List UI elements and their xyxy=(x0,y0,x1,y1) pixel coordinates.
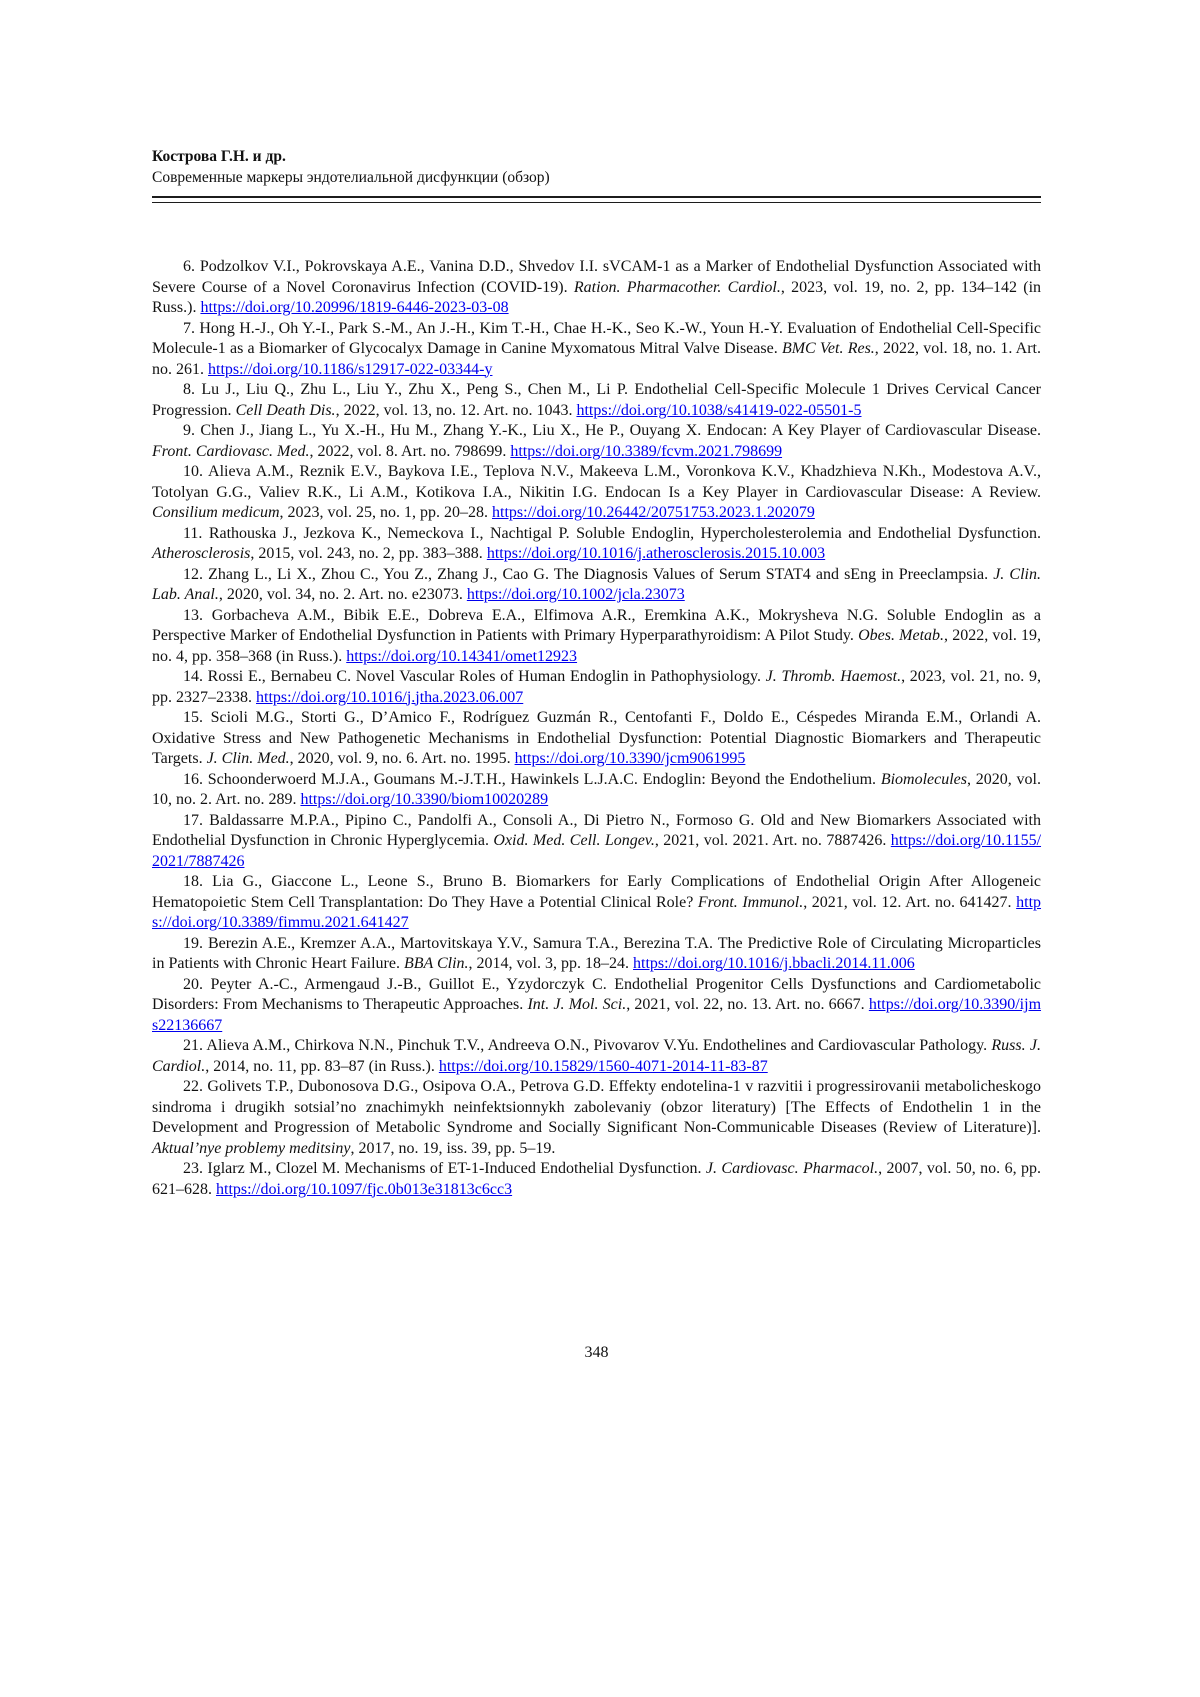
reference-text: 18. Lia G., Giaccone L., Leone S., Bruno B. Biomarkers for Early Complications of Endothelial Origin After Allogeneic Hematopoietic Stem Cell Transplantation: Do They Have a Potential Clinical Role? xyxy=(152,873,1041,911)
reference-text: 19. Berezin A.E., Kremzer A.A., Martovitskaya Y.V., Samura T.A., Berezina T.A. The Predictive Role of Circulating Microparticles in Patients with Chronic Heart Failure. xyxy=(152,934,1041,972)
reference-item xyxy=(152,565,1041,606)
reference-text: , 2022, vol. 8. Art. no. 798699. xyxy=(309,442,511,460)
reference-text: , 2023, vol. 19, no. 2, pp. 134–142 (in Russ.). xyxy=(152,278,1042,316)
reference-item xyxy=(152,462,1041,524)
reference-text: , 2021, vol. 12. Art. no. 641427. xyxy=(803,893,1017,911)
reference-item xyxy=(152,667,1041,708)
journal-name: Cell Death Dis. xyxy=(235,401,336,419)
doi-link[interactable]: https://doi.org/10.3389/fimmu.2021.641427 xyxy=(152,893,1042,931)
reference-item xyxy=(152,257,1041,319)
reference-text: 17. Baldassarre M.P.A., Pipino C., Pandolfi A., Consoli A., Di Pietro N., Formoso G. Old and New Biomarkers Associated with Endothelial Dysfunction in Chronic Hyperglycemia. xyxy=(152,811,1041,849)
journal-name: Aktual’nye problemy meditsiny xyxy=(152,1139,351,1157)
running-head xyxy=(152,146,1041,203)
doi-link[interactable]: https://doi.org/10.1097/fjc.0b013e31813c6cc3 xyxy=(216,1180,513,1198)
reference-text: , 2020, vol. 9, no. 6. Art. no. 1995. xyxy=(289,750,515,767)
journal-name: Consilium medicum xyxy=(152,504,280,521)
journal-name: Front. Immunol. xyxy=(697,893,804,911)
doi-link[interactable]: https://doi.org/10.1002/jcla.23073 xyxy=(466,586,685,603)
reference-item xyxy=(152,770,1041,811)
reference-text: 21. Alieva A.M., Chirkova N.N., Pinchuk T.V., Andreeva O.N., Pivovarov V.Yu. Endothelines and Cardiovascular Pathology. xyxy=(183,1037,992,1054)
reference-item xyxy=(152,1159,1041,1200)
reference-item xyxy=(152,319,1041,381)
reference-text: , 2014, vol. 3, pp. 18–24. xyxy=(468,955,633,972)
page-footer xyxy=(152,1343,1041,1363)
reference-text: , 2022, vol. 18, no. 1. Art. no. 261. xyxy=(152,340,1041,378)
doi-link[interactable]: https://doi.org/10.3389/fcvm.2021.798699 xyxy=(510,442,783,460)
header-divider xyxy=(152,196,1041,203)
reference-text: , 2022, vol. 13, no. 12. Art. no. 1043. xyxy=(335,401,577,419)
reference-item xyxy=(152,606,1041,668)
reference-text: 15. Scioli M.G., Storti G., D’Amico F., Rodríguez Guzmán R., Centofanti F., Doldo E., Céspedes Miranda E.M., Orlandi A. Oxidative Stress and New Pathogenetic Mechanisms in Endothelial Dysfunction: Potential Diagnostic Biomarkers and Therapeutic Targets. xyxy=(152,709,1041,767)
reference-item xyxy=(152,811,1041,873)
doi-link[interactable]: https://doi.org/10.1186/s12917-022-03344-y xyxy=(208,360,493,378)
reference-text: , 2020, vol. 10, no. 2. Art. no. 289. xyxy=(152,770,1041,808)
reference-text: 6. Podzolkov V.I., Pokrovskaya A.E., Vanina D.D., Shvedov I.I. sVCAM-1 as a Marker of Endothelial Dysfunction Associated with Severe Course of a Novel Coronavirus Infection (COVID-19). xyxy=(152,258,1041,296)
reference-text: 8. Lu J., Liu Q., Zhu L., Liu Y., Zhu X., Peng S., Chen M., Li P. Endothelial Cell-Specific Molecule 1 Drives Cervical Cancer Progression. xyxy=(152,381,1041,419)
page-number: 348 xyxy=(584,1344,609,1361)
journal-name: Obes. Metab. xyxy=(858,627,945,644)
reference-item xyxy=(152,934,1041,975)
reference-text: 23. Iglarz M., Clozel M. Mechanisms of ET-1-Induced Endothelial Dysfunction. xyxy=(183,1160,706,1177)
journal-name: Oxid. Med. Cell. Longev. xyxy=(493,832,655,849)
doi-link[interactable]: https://doi.org/10.3390/ijms22136667 xyxy=(152,996,1042,1034)
doi-link[interactable]: https://doi.org/10.1016/j.atherosclerosis.2015.10.003 xyxy=(486,545,826,562)
reference-text: , 2023, vol. 21, no. 9, pp. 2327–2338. xyxy=(152,668,1041,706)
reference-text: , 2014, no. 11, pp. 83–87 (in Russ.). xyxy=(205,1057,439,1075)
reference-text: 13. Gorbacheva A.M., Bibik E.E., Dobreva E.A., Elfimova A.R., Eremkina A.K., Mokrysheva N.G. Soluble Endoglin as a Perspective Marker of Endothelial Dysfunction in Patients with Primary Hyperparathyroidism: A Pilot Study. xyxy=(152,606,1041,644)
journal-name: Ration. Pharmacother. Cardiol. xyxy=(573,278,781,296)
reference-text: , 2023, vol. 25, no. 1, pp. 20–28. xyxy=(279,504,492,521)
reference-text: 11. Rathouska J., Jezkova K., Nemeckova I., Nachtigal P. Soluble Endoglin, Hypercholesterolemia and Endothelial Dysfunction. xyxy=(183,524,1041,542)
reference-item xyxy=(152,1036,1041,1077)
reference-item xyxy=(152,524,1041,565)
doi-link[interactable]: https://doi.org/10.1016/j.jtha.2023.06.007 xyxy=(256,688,524,706)
reference-item xyxy=(152,708,1041,770)
reference-list xyxy=(152,257,1041,1200)
journal-name: J. Clin. Lab. Anal. xyxy=(152,565,1041,603)
journal-name: BBA Clin. xyxy=(403,955,469,972)
journal-name: J. Clin. Med. xyxy=(206,750,290,767)
journal-name: Atherosclerosis xyxy=(152,545,251,562)
reference-text: 22. Golivets T.P., Dubonosova D.G., Osipova O.A., Petrova G.D. Effekty endotelina-1 v razvitii i progressirovanii metabolicheskogo sindroma i drugikh sotsial’no znachimykh neinfektsionnykh zabolevaniy (obzor literatury) [The Effects of Endothelin 1 in the Development and Progression of Metabolic Syndrome and Socially Significant Non-Communicable Diseases (Review of Literature)]. xyxy=(152,1078,1041,1136)
doi-link[interactable]: https://doi.org/10.3390/biom10020289 xyxy=(300,791,549,808)
journal-name: Front. Cardiovasc. Med. xyxy=(152,442,310,460)
reference-text: , 2021, vol. 22, no. 13. Art. no. 6667. xyxy=(626,996,869,1013)
journal-name: J. Cardiovasc. Pharmacol. xyxy=(705,1160,879,1177)
journal-name: Biomolecules xyxy=(880,770,968,788)
reference-item xyxy=(152,975,1041,1037)
reference-text: , 2022, vol. 19, no. 4, pp. 358–368 (in Russ.). xyxy=(152,627,1041,665)
journal-name: Russ. J. Cardiol. xyxy=(152,1037,1042,1075)
running-head-title: Современные маркеры эндотелиальной дисфункции (обзор) xyxy=(152,169,550,186)
reference-item xyxy=(152,872,1041,934)
reference-text: 12. Zhang L., Li X., Zhou C., You Z., Zhang J., Cao G. The Diagnosis Values of Serum STAT4 and sEng in Preeclampsia. xyxy=(183,565,994,583)
doi-link[interactable]: https://doi.org/10.20996/1819-6446-2023-03-08 xyxy=(200,299,509,316)
doi-link[interactable]: https://doi.org/10.1038/s41419-022-05501-5 xyxy=(576,401,862,419)
journal-name: J. Thromb. Haemost. xyxy=(765,668,902,685)
reference-text: , 2015, vol. 243, no. 2, pp. 383–388. xyxy=(250,545,487,562)
reference-text: 10. Alieva A.M., Reznik E.V., Baykova I.E., Teplova N.V., Makeeva L.M., Voronkova K.V., Khadzhieva N.Kh., Modestova A.V., Totolyan G.G., Valiev R.K., Li A.M., Kotikova I.A., Nikitin I.G. Endocan Is a Key Player in Cardiovascular Disease: A Review. xyxy=(152,463,1041,501)
reference-text: , 2017, no. 19, iss. 39, pp. 5–19. xyxy=(350,1139,556,1157)
reference-item xyxy=(152,421,1041,462)
doi-link[interactable]: https://doi.org/10.14341/omet12923 xyxy=(346,647,578,665)
reference-item xyxy=(152,380,1041,421)
journal-name: Int. J. Mol. Sci. xyxy=(527,996,627,1013)
reference-text: 14. Rossi E., Bernabeu C. Novel Vascular Roles of Human Endoglin in Pathophysiology. xyxy=(183,668,766,685)
doi-link[interactable]: https://doi.org/10.15829/1560-4071-2014-11-83-87 xyxy=(438,1057,768,1075)
doi-link[interactable]: https://doi.org/10.1016/j.bbacli.2014.11.006 xyxy=(633,955,915,972)
reference-text: 16. Schoonderwoerd M.J.A., Goumans M.-J.T.H., Hawinkels L.J.A.C. Endoglin: Beyond the Endothelium. xyxy=(183,770,881,788)
doi-link[interactable]: https://doi.org/10.3390/jcm9061995 xyxy=(514,750,746,767)
reference-text: , 2007, vol. 50, no. 6, pp. 621–628. xyxy=(152,1160,1041,1198)
reference-text: , 2020, vol. 34, no. 2. Art. no. e23073. xyxy=(218,586,467,603)
journal-name: BMC Vet. Res. xyxy=(781,340,875,357)
reference-text: 20. Peyter A.-C., Armengaud J.-B., Guillot E., Yzydorczyk C. Endothelial Progenitor Cells Dysfunctions and Cardiometabolic Disorders: From Mechanisms to Therapeutic Approaches. xyxy=(152,975,1041,1013)
reference-text: 7. Hong H.-J., Oh Y.-I., Park S.-M., An J.-H., Kim T.-H., Chae H.-K., Seo K.-W., Youn H.-Y. Evaluation of Endothelial Cell-Specific Molecule-1 as a Biomarker of Glycocalyx Damage in Canine Myxomatous Mitral Valve Disease. xyxy=(152,319,1041,357)
doi-link[interactable]: https://doi.org/10.1155/2021/7887426 xyxy=(152,832,1042,870)
doi-link[interactable]: https://doi.org/10.26442/20751753.2023.1.202079 xyxy=(492,504,815,521)
reference-text: 9. Chen J., Jiang L., Yu X.-H., Hu M., Zhang Y.-K., Liu X., He P., Ouyang X. Endocan: A Key Player of Cardiovascular Disease. xyxy=(183,422,1041,439)
reference-text: , 2021, vol. 2021. Art. no. 7887426. xyxy=(654,832,891,849)
running-head-authors: Кострова Г.Н. и др. xyxy=(152,148,286,165)
reference-item xyxy=(152,1077,1041,1159)
